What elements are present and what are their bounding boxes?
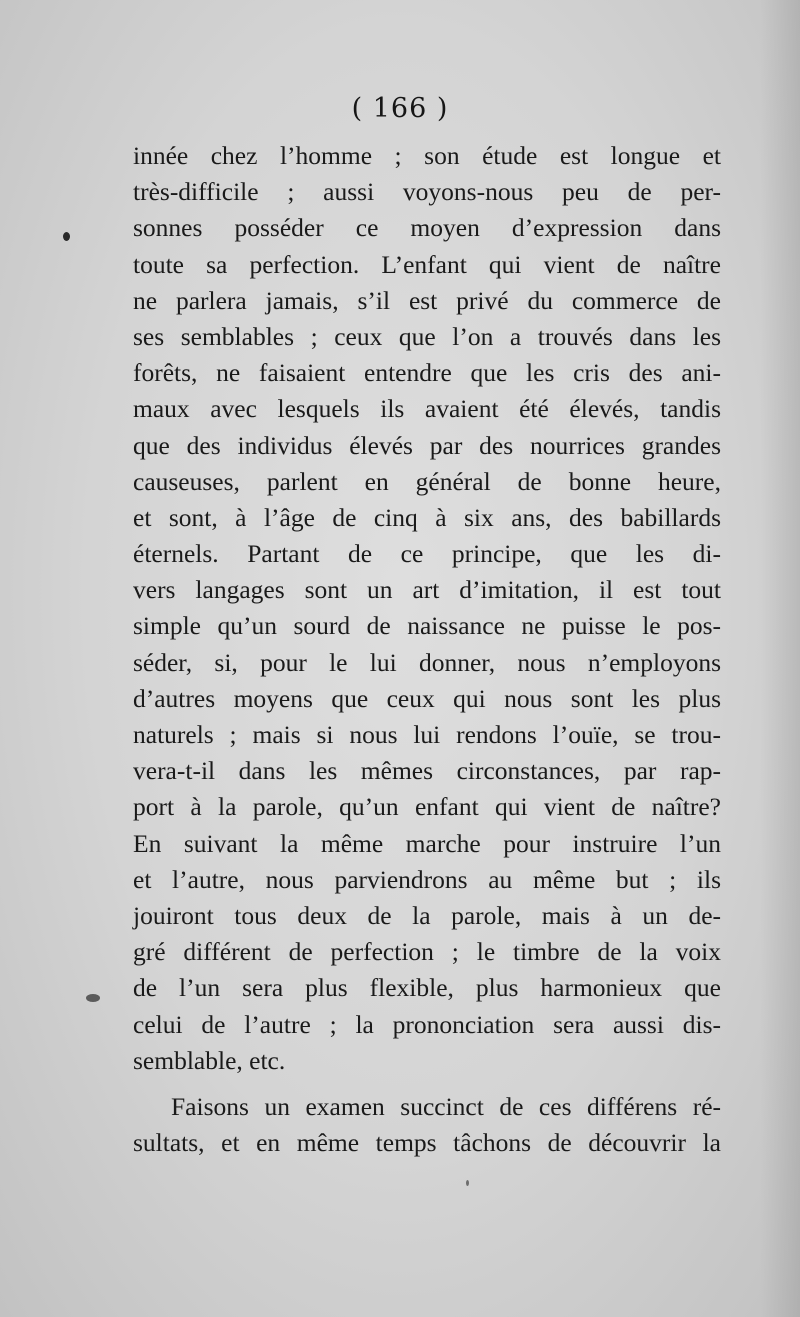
ink-speck <box>86 994 100 1002</box>
text-line: jouiront tous deux de la parole, mais à un de- <box>133 900 721 930</box>
text-line: d’autres moyens que ceux qui nous sont les plus <box>133 683 721 713</box>
text-line: vers langages sont un art d’imitation, il est tout <box>133 575 721 605</box>
text-line: simple qu’un sourd de naissance ne puisse le pos- <box>133 611 721 641</box>
body-text <box>133 138 721 1161</box>
text-line: toute sa perfection. L’enfant qui vient de naître <box>133 249 721 279</box>
text-line: et l’autre, nous parviendrons au même but ; ils <box>133 864 721 894</box>
text-line: causeuses, parlent en général de bonne heure, <box>133 466 721 496</box>
text-line: séder, si, pour le lui donner, nous n’employons <box>133 647 721 677</box>
text-line: semblable, etc. <box>133 1045 286 1075</box>
text-line: ses semblables ; ceux que l’on a trouvés dans les <box>133 321 721 351</box>
page-shadow-edge <box>760 0 800 1317</box>
text-line: celui de l’autre ; la prononciation sera aussi dis- <box>133 1009 721 1039</box>
ink-speck <box>63 232 70 241</box>
text-line: innée chez l’homme ; son étude est longue et <box>133 141 721 170</box>
text-line: éternels. Partant de ce principe, que les di- <box>133 539 721 569</box>
text-line: très-difficile ; aussi voyons-nous peu de per- <box>133 177 721 207</box>
text-line: maux avec lesquels ils avaient été élevés, tandis <box>133 394 721 424</box>
text-line: Faisons un examen succinct de ces différens ré- <box>171 1091 721 1121</box>
text-line: gré différent de perfection ; le timbre de la voix <box>133 937 721 967</box>
text-line: sonnes posséder ce moyen d’expression dans <box>133 213 721 243</box>
text-line: ne parlera jamais, s’il est privé du commerce de <box>133 285 721 315</box>
ink-speck <box>466 1180 469 1186</box>
paragraph-gap <box>133 1079 721 1089</box>
text-line: que des individus élevés par des nourrices grandes <box>133 430 721 460</box>
text-line: forêts, ne faisaient entendre que les cris des ani- <box>133 358 721 388</box>
text-line: En suivant la même marche pour instruire l’un <box>133 828 721 858</box>
page-number: ( 166 ) <box>351 93 449 124</box>
paragraph-2 <box>133 1089 721 1161</box>
text-line: et sont, à l’âge de cinq à six ans, des babillards <box>133 502 721 532</box>
text-line: vera-t-il dans les mêmes circonstances, par rap- <box>133 756 721 786</box>
text-line: port à la parole, qu’un enfant qui vient de naître? <box>133 792 721 822</box>
text-line: sultats, et en même temps tâchons de découvrir la <box>133 1128 721 1158</box>
paragraph-1 <box>133 138 721 1079</box>
text-line: naturels ; mais si nous lui rendons l’ouïe, se trou- <box>133 720 721 749</box>
text-line: de l’un sera plus flexible, plus harmonieux que <box>133 973 721 1003</box>
